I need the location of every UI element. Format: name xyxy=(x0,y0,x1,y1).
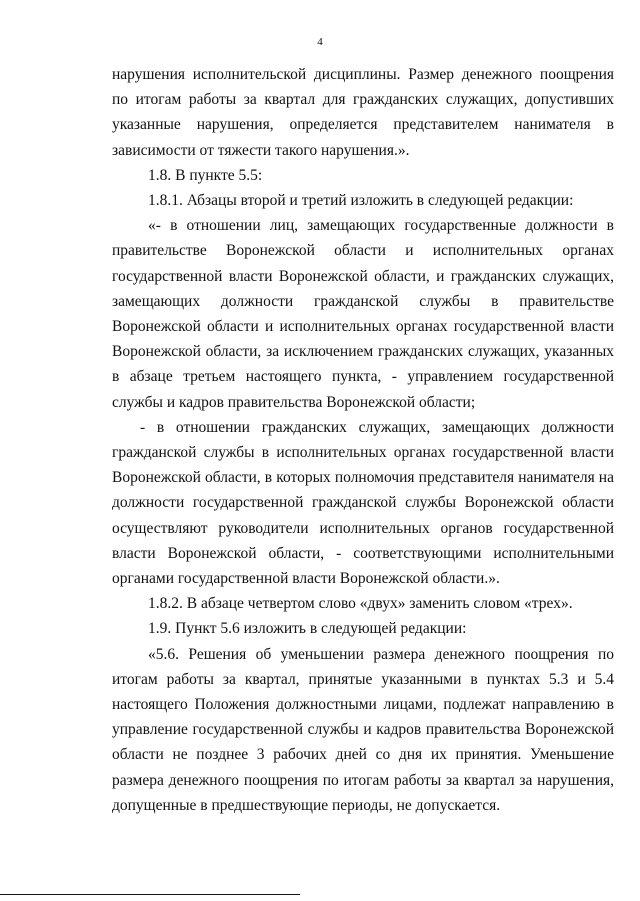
paragraph-5-6-text: «5.6. Решения об уменьшении размера денежного поощрения по итогам работы за квартал, принятые указанными в пунктах 5.3 и 5.4 настоящего Положения должностными лицами, подлежат направлению в управление государственной службы и кадров правительства Воронежской области не позднее 3 рабочих дней со дня их принятия. Уменьшение размера денежного поощрения по итогам работы за квартал за нарушения, допущенные в предшествующие периоды, не допускается. xyxy=(112,645,614,814)
paragraph-1-9-heading: 1.9. Пункт 5.6 изложить в следующей редакции: xyxy=(148,620,467,638)
document-body xyxy=(112,62,614,818)
paragraph-1-8-1: 1.8.1. Абзацы второй и третий изложить в следующей редакции: xyxy=(148,192,574,210)
page-number: 4 xyxy=(317,36,323,48)
paragraph-1-8-2: 1.8.2. В абзаце четвертом слово «двух» заменить словом «трех». xyxy=(148,595,573,613)
paragraph-discipline-end: нарушения исполнительской дисциплины. Размер денежного поощрения по итогам работы за квартал для гражданских служащих, допустивших указанные нарушения, определяется представителем нанимателя в зависимости от тяжести такого нарушения.». xyxy=(112,66,614,159)
paragraph-quoted-third: - в отношении гражданских служащих, замещающих должности гражданской службы в исполнительных органах государственной власти Воронежской области, в которых полномочия представителя нанимателя на должности государственной гражданской службы Воронежской области осуществляют руководители исполнительных органов государственной власти Воронежской области, - соответствующими исполнительными органами государственной власти Воронежской области.». xyxy=(112,418,614,588)
paragraph-quoted-second: «- в отношении лиц, замещающих государственные должности в правительстве Воронежской области и исполнительных органах государственной власти Воронежской области, и гражданских служащих, замещающих должности гражданской службы в правительстве Воронежской области и исполнительных органах государственной власти Воронежской области, за исключением гражданских служащих, указанных в абзаце третьем настоящего пункта, - управлением государственной службы и кадров правительства Воронежской области; xyxy=(112,217,614,411)
footer-rule xyxy=(0,894,300,895)
paragraph-1-8-heading: 1.8. В пункте 5.5: xyxy=(148,166,263,184)
